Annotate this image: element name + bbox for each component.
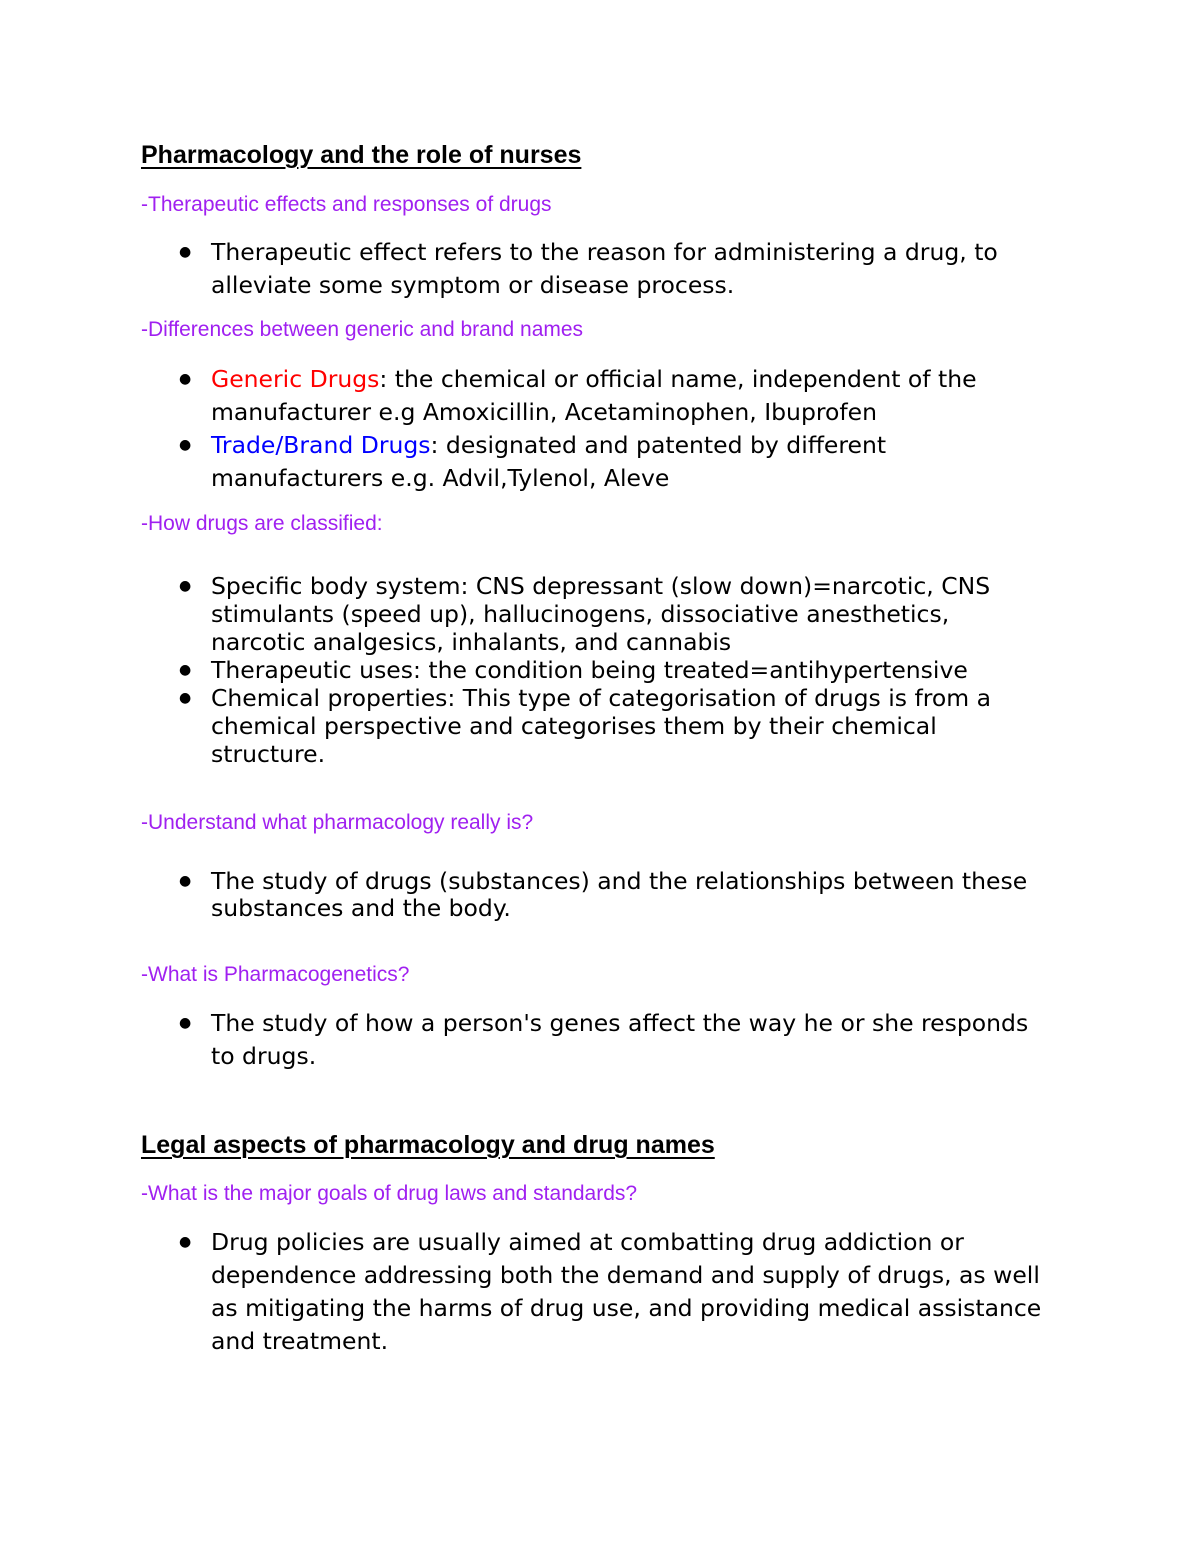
question-therapeutic-effects: -Therapeutic effects and responses of drugs — [141, 193, 552, 216]
list-item — [0, 656, 1051, 684]
list-item-text: The study of how a person's genes affect the way he or she responds to drugs. — [211, 1009, 1029, 1070]
bullet-list-generic-brand — [0, 363, 1051, 495]
bullet-icon: ● — [179, 244, 192, 260]
list-item — [0, 1007, 1051, 1073]
list-item — [0, 429, 1051, 495]
list-item — [0, 236, 1051, 302]
question-pharmacogenetics: -What is Pharmacogenetics? — [141, 963, 410, 986]
list-item — [0, 363, 1051, 429]
bullet-icon: ● — [179, 578, 192, 594]
bullet-icon: ● — [179, 1234, 192, 1250]
list-item — [0, 1226, 1051, 1358]
bullet-icon: ● — [179, 1015, 192, 1031]
list-item-text: : designated and patented by different manufacturers e.g. Advil,Tylenol, Aleve — [211, 431, 887, 492]
list-item — [0, 572, 1051, 656]
list-item-text: Specific body system: CNS depressant (slow down)=narcotic, CNS stimulants (speed up), hallucinogens, dissociative anesthetics, narcotic analgesics, inhalants, and cannabis — [211, 572, 991, 656]
list-item-text: Therapeutic effect refers to the reason for administering a drug, to alleviate some symptom or disease process. — [211, 238, 998, 299]
bullet-icon: ● — [179, 662, 192, 678]
question-classification: -How drugs are classified: — [141, 512, 383, 535]
bullet-list-classification — [0, 572, 1051, 768]
generic-drugs-term: Generic Drugs — [211, 365, 380, 393]
question-drug-laws: -What is the major goals of drug laws and standards? — [141, 1182, 638, 1205]
bullet-icon: ● — [179, 437, 192, 453]
bullet-list-therapeutic — [0, 236, 1051, 302]
bullet-icon: ● — [179, 873, 192, 889]
list-item-text: : the chemical or official name, independent of the manufacturer e.g Amoxicillin, Acetaminophen, Ibuprofen — [211, 365, 977, 426]
list-item — [0, 868, 1051, 922]
bullet-icon: ● — [179, 690, 192, 706]
bullet-list-pharmacogenetics — [0, 1007, 1051, 1073]
list-item-text: Chemical properties: This type of categorisation of drugs is from a chemical perspective and categorises them by their chemical structure. — [211, 684, 992, 768]
question-what-is-pharmacology: -Understand what pharmacology really is? — [141, 811, 534, 834]
bullet-icon: ● — [179, 371, 192, 387]
question-generic-brand: -Differences between generic and brand names — [141, 318, 584, 341]
brand-drugs-term: Trade/Brand Drugs — [211, 431, 431, 459]
bullet-list-pharmacology — [0, 868, 1051, 922]
section-heading-pharmacology: Pharmacology and the role of nurses — [141, 141, 582, 169]
list-item — [0, 684, 1051, 768]
section-heading-legal-aspects: Legal aspects of pharmacology and drug names — [141, 1131, 715, 1159]
list-item-text: Therapeutic uses: the condition being treated=antihypertensive — [211, 656, 968, 684]
list-item-text: Drug policies are usually aimed at combatting drug addiction or dependence addressing both the demand and supply of drugs, as well as mitigating the harms of drug use, and providing medical assistance and treatment. — [211, 1228, 1042, 1355]
list-item-text: The study of drugs (substances) and the relationships between these substances and the body. — [211, 867, 1028, 922]
bullet-list-drug-laws — [0, 1226, 1051, 1358]
